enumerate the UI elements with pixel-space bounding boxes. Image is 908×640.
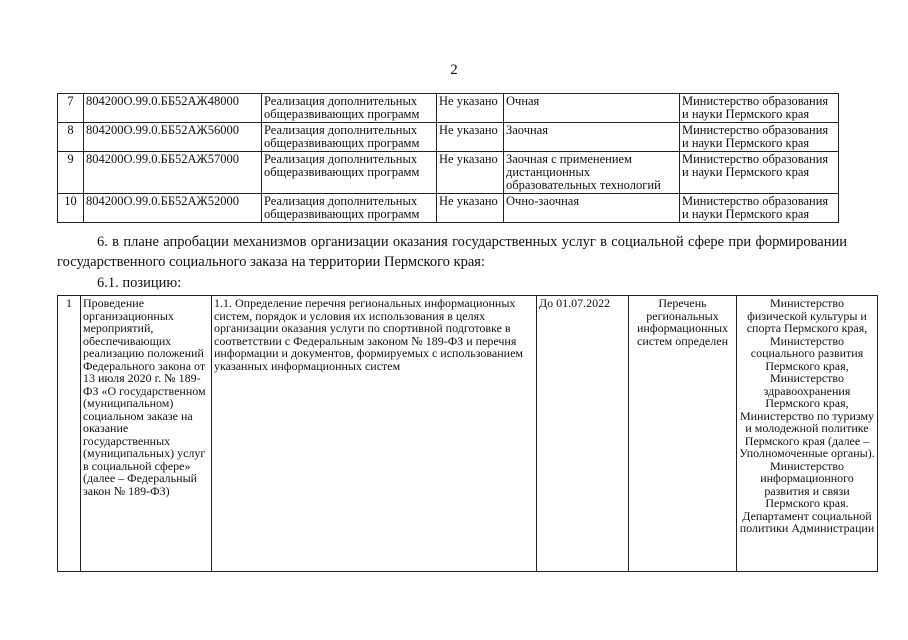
paragraph-6-1: 6.1. позицию: (97, 275, 182, 291)
ministry-cell: Министерство образования и науки Пермского края (680, 152, 839, 194)
action-cell: 1.1. Определение перечня региональных информационных систем, порядок и условия их использования в целях организации оказания услуги по спортивной подготовке в соответствии с Федеральным законом № 189-ФЗ и перечня информации и документов, формируемых с использованием указанных информационных систем (212, 296, 537, 572)
status-cell: Не указано (437, 94, 504, 123)
row-number: 10 (58, 194, 84, 223)
deadline-cell: До 01.07.2022 (537, 296, 629, 572)
form-cell: Очная (504, 94, 680, 123)
status-cell: Не указано (437, 152, 504, 194)
measures-table (57, 295, 878, 572)
paragraph-6: 6. в плане апробации механизмов организации оказания государственных услуг в социальной сфере при формировании государственного социального заказа на территории Пермского края: (57, 234, 847, 270)
row-number: 8 (58, 123, 84, 152)
ministry-cell: Министерство образования и науки Пермского края (680, 123, 839, 152)
result-cell: Перечень региональных информационных систем определен (629, 296, 737, 572)
program-name: Реализация дополнительных общеразвивающих программ (262, 94, 437, 123)
responsible-cell: Министерство физической культуры и спорта Пермского края, Министерство социального развития Пермского края, Министерство здравоохранения Пермского края, Министерство по туризму и молодежной политике Пермского края (далее – Уполномоченные органы). Министерство информационного развития и связи Пермского края. Департамент социальной политики Администрации (737, 296, 878, 572)
service-code: 804200О.99.0.ББ52АЖ56000 (84, 123, 262, 152)
program-name: Реализация дополнительных общеразвивающих программ (262, 123, 437, 152)
service-code: 804200О.99.0.ББ52АЖ52000 (84, 194, 262, 223)
form-cell: Очно-заочная (504, 194, 680, 223)
form-cell: Заочная (504, 123, 680, 152)
table-row (58, 152, 839, 194)
ministry-cell: Министерство образования и науки Пермского края (680, 194, 839, 223)
form-cell: Заочная с применением дистанционных образовательных технологий (504, 152, 680, 194)
program-name: Реализация дополнительных общеразвивающих программ (262, 152, 437, 194)
ministry-cell: Министерство образования и науки Пермского края (680, 94, 839, 123)
row-number: 9 (58, 152, 84, 194)
table-row (58, 94, 839, 123)
page-number: 2 (450, 62, 458, 78)
table-row (58, 123, 839, 152)
event-cell: Проведение организационных мероприятий, обеспечивающих реализацию положений Федерального закона от 13 июля 2020 г. № 189-ФЗ «О государственном (муниципальном) социальном заказе на оказание государственных (муниципальных) услуг в социальной сфере» (далее – Федеральный закон № 189-ФЗ) (81, 296, 212, 572)
services-table (57, 93, 839, 223)
table-row (58, 194, 839, 223)
service-code: 804200О.99.0.ББ52АЖ48000 (84, 94, 262, 123)
status-cell: Не указано (437, 194, 504, 223)
row-number: 1 (58, 296, 81, 572)
program-name: Реализация дополнительных общеразвивающих программ (262, 194, 437, 223)
table-row (58, 296, 878, 572)
service-code: 804200О.99.0.ББ52АЖ57000 (84, 152, 262, 194)
row-number: 7 (58, 94, 84, 123)
status-cell: Не указано (437, 123, 504, 152)
